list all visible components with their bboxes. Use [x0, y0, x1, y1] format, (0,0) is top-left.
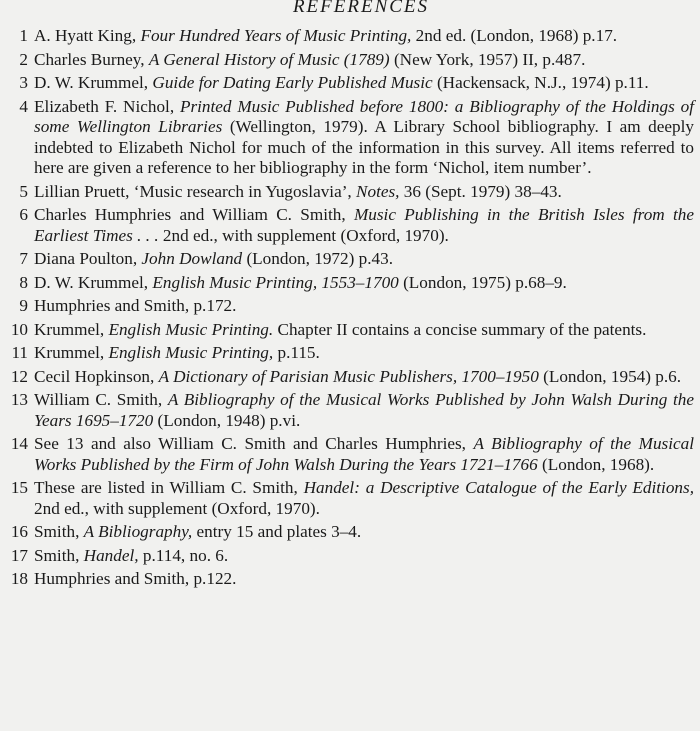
reference-segment: (Wellington, 1979). A Library School bibliography. I am deeply indebted to Elizabeth Nichol for much of the information in this survey. All items referred to here are given a reference to her bibliography in the form ‘Nichol, item number’. [34, 117, 694, 177]
reference-number: 1 [19, 26, 28, 45]
reference-number: 9 [19, 296, 28, 315]
reference-title: A Dictionary of Parisian Music Publishers, 1700–1950 [158, 366, 539, 386]
reference-number: 17 [10, 545, 28, 565]
reference-item [8, 434, 694, 475]
reference-segment: (London, 1948) p.vi. [153, 410, 301, 430]
reference-title: Handel, [83, 545, 139, 565]
reference-segment: (London, 1954) p.6. [538, 366, 682, 386]
reference-text [34, 182, 694, 203]
reference-item [8, 205, 694, 246]
reference-segment: D. W. Krummel, [34, 272, 153, 292]
reference-segment: (Hackensack, N.J., 1974) p.11. [432, 73, 649, 92]
reference-item [8, 569, 694, 590]
reference-title: Music Publishing in the British Isles from the Earliest Times . . . [34, 205, 694, 245]
reference-title: Notes, [356, 181, 400, 201]
reference-text [34, 320, 694, 341]
reference-segment: See 13 and also William C. Smith and Charles Humphries, [34, 434, 474, 453]
reference-segment: 36 (Sept. 1979) 38–43. [399, 181, 562, 201]
reference-segment: D. W. Krummel, [34, 73, 153, 92]
reference-title: English Music Printing, 1553–1700 [152, 272, 399, 292]
reference-segment: 2nd ed., with supplement (Oxford, 1970). [34, 498, 320, 518]
reference-text [34, 97, 694, 179]
reference-segment: Diana Poulton, [34, 249, 142, 268]
reference-segment: 2nd ed., with supplement (Oxford, 1970). [158, 225, 449, 245]
reference-title: Guide for Dating Early Published Music [152, 73, 433, 92]
reference-segment: Smith, [34, 522, 84, 541]
reference-segment: Lillian Pruett, ‘Music research in Yugoslavia’, [34, 181, 357, 201]
reference-title: English Music Printing. [108, 319, 274, 339]
reference-segment: p.115. [273, 343, 320, 362]
reference-number: 4 [19, 96, 28, 116]
reference-text [34, 73, 694, 94]
reference-segment: Krummel, [34, 319, 109, 339]
reference-segment: Humphries and Smith, p.172. [34, 296, 237, 315]
reference-item [8, 273, 694, 294]
reference-segment: Chapter II contains a concise summary of the patents. [273, 319, 647, 339]
reference-title: Handel: a Descriptive Catalogue of the Early Editions, [303, 478, 694, 497]
reference-item [8, 97, 694, 179]
reference-title: John Dowland [141, 249, 243, 268]
reference-item [8, 296, 694, 317]
reference-item [8, 522, 694, 543]
reference-number: 6 [19, 205, 28, 224]
reference-number: 13 [10, 390, 28, 409]
reference-number: 5 [19, 181, 28, 201]
reference-title: A Bibliography, [83, 522, 193, 541]
reference-text [34, 367, 694, 388]
reference-item [8, 478, 694, 519]
reference-number: 18 [10, 569, 28, 588]
reference-number: 8 [19, 272, 28, 292]
reference-text [34, 205, 694, 246]
reference-text [34, 273, 694, 294]
reference-text [34, 26, 694, 47]
reference-number: 10 [10, 319, 28, 339]
reference-title: A General History of Music (1789) [148, 49, 390, 69]
reference-segment: William C. Smith, [34, 390, 168, 409]
reference-item [8, 546, 694, 567]
reference-item [8, 390, 694, 431]
reference-item [8, 50, 694, 71]
reference-segment: Elizabeth F. Nichol, [34, 96, 180, 116]
reference-title: A Bibliography of the Musical Works Published by the Firm of John Walsh During the Years 1721–1766 [34, 434, 694, 474]
reference-segment: Humphries and Smith, p.122. [34, 569, 237, 588]
reference-item [8, 26, 694, 47]
reference-text [34, 569, 694, 590]
reference-title: Printed Music Published before 1800: a Bibliography of the Holdings of some Wellington Libraries [34, 96, 694, 136]
reference-segment: Charles Humphries and William C. Smith, [34, 205, 354, 224]
reference-segment: (London, 1972) p.43. [242, 249, 394, 268]
reference-text [34, 434, 694, 475]
references-list [8, 26, 694, 590]
reference-text [34, 546, 694, 567]
reference-text [34, 343, 694, 364]
reference-segment: Krummel, [34, 343, 109, 362]
reference-number: 2 [19, 49, 28, 69]
reference-title: Four Hundred Years of Music Printing, [140, 26, 412, 45]
reference-item [8, 367, 694, 388]
reference-segment: p.114, no. 6. [138, 545, 229, 565]
reference-number: 3 [19, 73, 28, 92]
reference-segment: These are listed in William C. Smith, [34, 478, 304, 497]
reference-text [34, 50, 694, 71]
reference-title: A Bibliography of the Musical Works Published by John Walsh During the Years 1695–1720 [34, 390, 694, 430]
reference-segment: entry 15 and plates 3–4. [192, 522, 362, 541]
reference-number: 11 [11, 343, 28, 362]
reference-number: 14 [10, 434, 28, 453]
reference-number: 7 [19, 249, 28, 268]
reference-segment: A. Hyatt King, [34, 26, 141, 45]
reference-number: 16 [10, 522, 28, 541]
reference-segment: (London, 1975) p.68–9. [398, 272, 567, 292]
reference-text [34, 478, 694, 519]
reference-text [34, 390, 694, 431]
reference-item [8, 320, 694, 341]
references-heading: REFERENCES [292, 0, 430, 17]
reference-text [34, 249, 694, 270]
reference-segment: Charles Burney, [34, 49, 149, 69]
reference-item [8, 182, 694, 203]
reference-segment: Cecil Hopkinson, [34, 366, 159, 386]
reference-segment: (London, 1968). [537, 454, 655, 474]
reference-number: 12 [10, 366, 28, 386]
reference-number: 15 [10, 478, 28, 497]
reference-text [34, 522, 694, 543]
reference-item [8, 73, 694, 94]
reference-text [34, 296, 694, 317]
reference-title: English Music Printing, [108, 343, 274, 362]
reference-segment: (New York, 1957) II, p.487. [389, 49, 586, 69]
reference-segment: 2nd ed. (London, 1968) p.17. [411, 26, 618, 45]
reference-item [8, 343, 694, 364]
reference-segment: Smith, [34, 545, 84, 565]
reference-item [8, 249, 694, 270]
